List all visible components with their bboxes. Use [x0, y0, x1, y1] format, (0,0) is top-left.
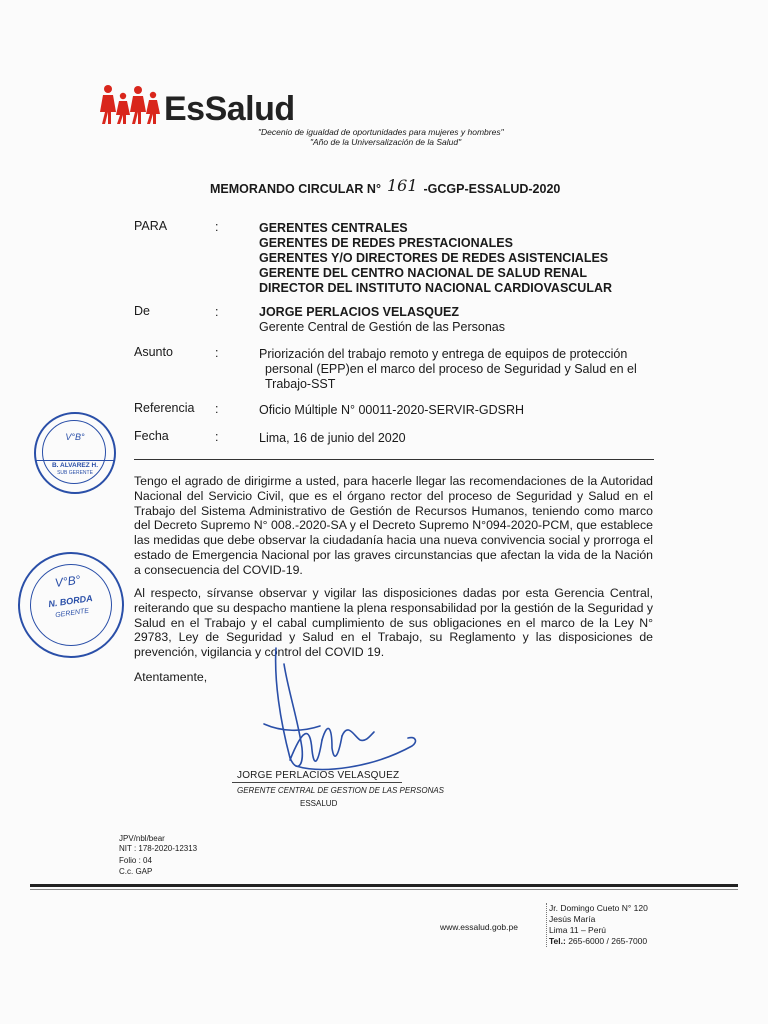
recipient-line: GERENTES DE REDES PRESTACIONALES: [259, 236, 513, 250]
phone-value: 265-6000 / 265-7000: [565, 936, 648, 946]
para-colon: :: [215, 220, 219, 234]
memo-number-handwritten: 161: [386, 176, 418, 195]
footer-website-text[interactable]: www.essalud.gob.pe: [440, 922, 518, 932]
stamp-role: GERENTE: [54, 607, 90, 620]
referencia-value: Oficio Múltiple N° 00011-2020-SERVIR-GDSRH: [259, 403, 525, 417]
sender-name: JORGE PERLACIOS VELASQUEZ: [259, 305, 460, 319]
asunto-line: Trabajo-SST: [265, 377, 336, 391]
asunto-colon: :: [215, 346, 219, 360]
ref-cc: C.c. GAP: [119, 867, 153, 876]
recipient-line: GERENTES Y/O DIRECTORES DE REDES ASISTENCIALES: [259, 251, 609, 265]
address-line: Jr. Domingo Cueto N° 120: [549, 903, 648, 913]
de-colon: :: [215, 305, 219, 319]
address-line: Jesús María: [549, 914, 596, 924]
de-label: De: [134, 304, 150, 318]
referencia-label: Referencia: [134, 401, 195, 415]
body-paragraph-1: Tengo el agrado de dirigirme a usted, para hacerle llegar las recomendaciones de la Autoridad Nacional del Servicio Civil, que es el órgano rector del proceso de Seguridad y Salud en el Trabajo del Sistema Administrativo de Gestión de Recursos Humanos, teniendo como marco del Decreto Supremo N° 008.-2020-SA y el Decreto Supremo N°094-2020-PCM, que establece las medidas que debe observar la ciudadanía hacia una nueva convivencia social y prorroga el estado de Emergencia Nacional por las graves circunstancias que afectan la vida de la Nación a consecuencia del COVID-19.: [134, 474, 653, 577]
motto-line-2: "Año de la Universalización de la Salud": [310, 137, 462, 147]
para-recipients: [259, 221, 612, 296]
signatory-org: ESSALUD: [300, 799, 338, 808]
body-paragraph-2: Al respecto, sírvanse observar y vigilar las disposiciones dadas por esta Gerencia Central, reiterando que su despacho mantiene la plena responsabilidad por la gestión de la Seguridad y Salud en el Trabajo y el cabal cumplimiento de sus obligaciones en el marco de la Ley N° 29783, Ley de Seguridad y Salud en el Trabajo, su Reglamento y las disposiciones de prevención, vigilancia y control del COVID 19.: [134, 586, 653, 660]
approval-stamp-1: [34, 412, 116, 494]
footer-address: [546, 903, 648, 947]
fecha-label: Fecha: [134, 429, 169, 443]
family-figures-icon: [100, 84, 162, 126]
brand-name: EsSalud: [164, 90, 295, 128]
motto-line-1: "Decenio de igualdad de oportunidades para mujeres y hombres": [258, 127, 504, 137]
para-label: PARA: [134, 219, 168, 233]
de-value: [259, 305, 505, 335]
recipient-line: GERENTES CENTRALES: [259, 221, 408, 235]
signature-line: [232, 782, 402, 783]
memo-title-suffix: -GCGP-ESSALUD-2020: [423, 182, 561, 196]
memo-title: [210, 178, 560, 197]
asunto-line: personal (EPP)en el marco del proceso de Seguridad y Salud en el: [265, 362, 637, 376]
fecha-colon: :: [215, 430, 219, 444]
footer-divider-thin: [30, 889, 738, 890]
referencia-colon: :: [215, 402, 219, 416]
signatory-title: GERENTE CENTRAL DE GESTION DE LAS PERSONAS: [237, 786, 445, 795]
asunto-value: [259, 347, 637, 392]
address-line: Lima 11 – Perú: [549, 925, 607, 935]
asunto-label: Asunto: [134, 345, 173, 359]
signatory-name: JORGE PERLACIOS VELASQUEZ: [237, 770, 400, 781]
recipient-line: DIRECTOR DEL INSTITUTO NACIONAL CARDIOVASCULAR: [259, 281, 613, 295]
header-divider: [134, 459, 654, 460]
essalud-logo: [100, 84, 295, 126]
stamp-vb: V°B°: [53, 572, 82, 590]
stamp-role: SUB GERENTE: [57, 470, 93, 476]
recipient-line: GERENTE DEL CENTRO NACIONAL DE SALUD RENAL: [259, 266, 588, 280]
ref-folio: Folio : 04: [119, 856, 152, 865]
stamp-name: B. ALVAREZ H.: [36, 460, 114, 469]
footer-divider-thick: [30, 884, 738, 887]
ref-nit: NIT : 178-2020-12313: [119, 844, 198, 853]
phone-line: [549, 936, 648, 947]
stamp-vb: V°B°: [65, 432, 85, 442]
asunto-line: Priorización del trabajo remoto y entrega de equipos de protección: [259, 347, 628, 361]
sender-title: Gerente Central de Gestión de las Personas: [259, 320, 505, 334]
handwritten-signature: [262, 640, 422, 790]
footer-website[interactable]: [440, 922, 518, 932]
stamp-name: N. BORDA: [47, 592, 94, 610]
ref-initials: JPV/nbl/bear: [119, 834, 165, 843]
fecha-value: Lima, 16 de junio del 2020: [259, 431, 406, 445]
phone-label: Tel.:: [549, 936, 566, 946]
memo-title-prefix: MEMORANDO CIRCULAR N°: [210, 182, 381, 196]
closing: Atentamente,: [134, 670, 208, 684]
approval-stamp-2: [11, 545, 131, 665]
